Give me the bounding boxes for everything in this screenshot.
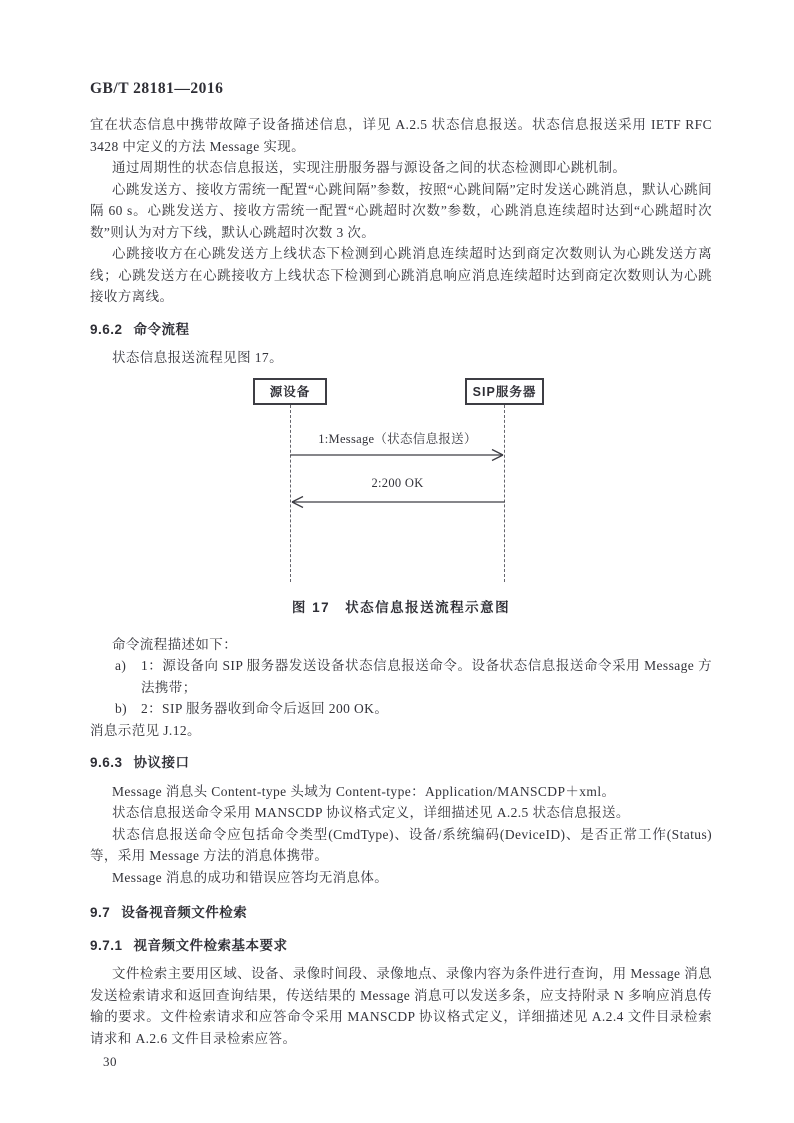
figure17-sequence-diagram <box>90 378 712 584</box>
standard-number-header: GB/T 28181—2016 <box>90 80 224 97</box>
figure17-caption: 图 17 状态信息报送流程示意图 <box>291 599 511 615</box>
heading-title: 协议接口 <box>133 755 190 770</box>
arrow-right-icon <box>290 448 505 462</box>
list-item-b-text: 2：SIP 服务器收到命令后返回 200 OK。 <box>141 701 389 716</box>
paragraph-no-message-body: Message 消息的成功和错误应答均无消息体。 <box>112 869 389 885</box>
heading-title: 设备视音频文件检索 <box>121 905 248 920</box>
list-item-b <box>115 698 712 720</box>
heading-title: 视音频文件检索基本要求 <box>133 937 288 953</box>
heading-9-6-2 <box>90 319 712 341</box>
page-number: 30 <box>103 1054 117 1069</box>
actor-source-device: 源设备 <box>253 378 327 405</box>
message2-label: 2:200 OK <box>371 475 424 490</box>
list-item-a-label: a) <box>115 658 127 673</box>
paragraph-flow-description-intro: 命令流程描述如下： <box>112 636 238 652</box>
arrow-left-icon <box>290 495 505 509</box>
paragraph-message-example: 消息示范见 J.12。 <box>90 722 201 738</box>
paragraph-status-info: 宜在状态信息中携带故障子设备描述信息，详见 A.2.5 状态信息报送。状态信息报送采用 IETF RFC 3428 中定义的方法 Message 实现。 <box>90 117 712 154</box>
heading-number: 9.6.3 <box>90 755 123 770</box>
heading-title: 命令流程 <box>133 321 190 337</box>
actor-sip-server: SIP服务器 <box>465 378 544 405</box>
heading-number: 9.7 <box>90 905 111 920</box>
heading-9-7-1 <box>90 935 712 957</box>
list-item-b-label: b) <box>115 701 128 716</box>
paragraph-heartbeat-config: 心跳发送方、接收方需统一配置“心跳间隔”参数，按照“心跳间隔”定时发送心跳消息，默认心跳间隔 60 s。心跳发送方、接收方需统一配置“心跳超时次数”参数，心跳消息连续超时达到“心跳超时次数”则认为对方下线，默认心跳超时次数 3 次。 <box>90 181 712 240</box>
paragraph-heartbeat-mechanism: 通过周期性的状态信息报送，实现注册服务器与源设备之间的状态检测即心跳机制。 <box>112 160 627 175</box>
message1-label: 1:Message（状态信息报送） <box>318 431 477 446</box>
paragraph-manscdp-format: 状态信息报送命令采用 MANSCDP 协议格式定义，详细描述见 A.2.5 状态信息报送。 <box>112 805 630 820</box>
paragraph-content-type: Message 消息头 Content-type 头域为 Content-type：Application/MANSCDP＋xml。 <box>112 783 616 799</box>
paragraph-heartbeat-offline: 心跳接收方在心跳发送方上线状态下检测到心跳消息连续超时达到商定次数则认为心跳发送方离线；心跳发送方在心跳接收方上线状态下检测到心跳消息响应消息连续超时达到商定次数则认为心跳接收方离线。 <box>90 246 712 304</box>
heading-9-7 <box>90 902 712 924</box>
heading-9-6-3 <box>90 752 712 774</box>
heading-number: 9.6.2 <box>90 321 123 337</box>
paragraph-flow-intro: 状态信息报送流程见图 17。 <box>112 350 283 365</box>
list-item-a-text: 1：源设备向 SIP 服务器发送设备状态信息报送命令。设备状态信息报送命令采用 Message 方法携带； <box>141 658 712 695</box>
heading-number: 9.7.1 <box>90 937 123 953</box>
paragraph-command-fields: 状态信息报送命令应包括命令类型(CmdType)、设备/系统编码(DeviceID)、是否正常工作(Status)等，采用 Message 方法的消息体携带。 <box>90 826 712 863</box>
list-item-a <box>115 655 712 698</box>
paragraph-file-retrieval: 文件检索主要用区域、设备、录像时间段、录像地点、录像内容为条件进行查询，用 Message 消息发送检索请求和返回查询结果，传送结果的 Message 消息可以发送多条，应支持附录 N 多响应消息传输的要求。文件检索请求和应答命令采用 MANSCDP 协议格式定义，详细描述见 A.2.4 文件目录检索请求和 A.2.6 文件目录检索应答。 <box>90 966 712 1046</box>
